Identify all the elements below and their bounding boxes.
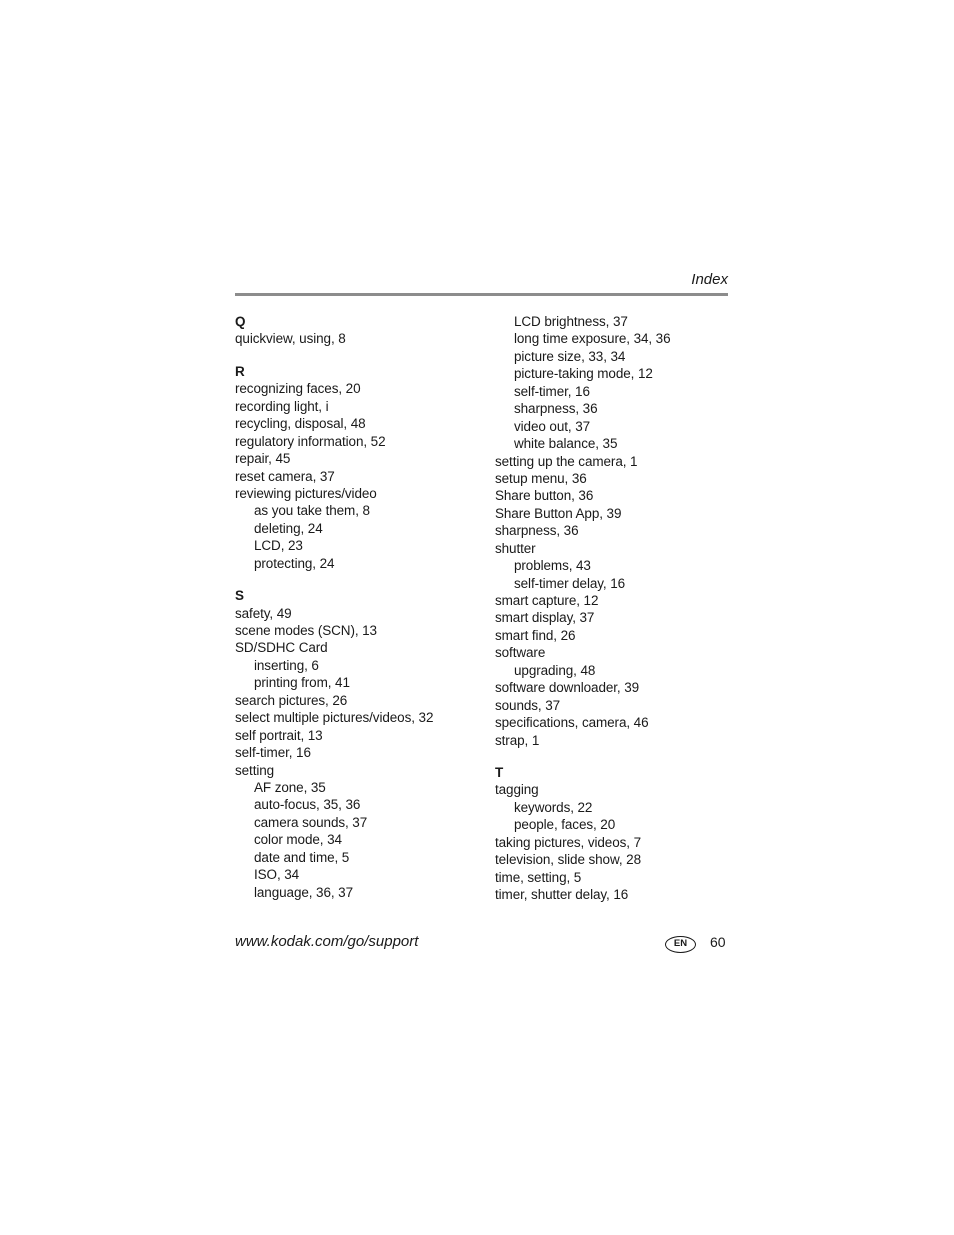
index-subentry: as you take them, 8	[254, 503, 370, 519]
index-subentry: white balance, 35	[514, 436, 618, 452]
index-entry: smart capture, 12	[495, 593, 599, 608]
section-gap	[235, 572, 475, 587]
index-letter-heading: T	[495, 764, 504, 780]
index-entry: recognizing faces, 20	[235, 381, 361, 397]
section-gap	[235, 348, 475, 363]
index-entry: software downloader, 39	[495, 680, 640, 696]
support-url: www.kodak.com/go/support	[235, 933, 419, 950]
index-entry: timer, shutter delay, 16	[495, 887, 629, 902]
section-gap	[495, 749, 735, 764]
index-entry: setting	[235, 762, 275, 778]
index-subentry: language, 36, 37	[254, 884, 353, 900]
index-subentry: date and time, 5	[254, 849, 350, 865]
index-entry: shutter	[495, 540, 536, 556]
index-entry: regulatory information, 52	[235, 433, 386, 449]
index-entry: sharpness, 36	[495, 523, 579, 539]
index-entry: Share button, 36	[495, 488, 594, 504]
page-number: 60	[710, 934, 726, 950]
index-subentry: protecting, 24	[254, 555, 335, 571]
index-subentry: upgrading, 48	[514, 662, 596, 678]
index-letter-heading: S	[235, 588, 244, 604]
index-entry: sounds, 37	[495, 697, 561, 713]
index-entry: repair, 45	[235, 451, 291, 467]
index-entry: self portrait, 13	[235, 727, 323, 743]
index-subentry: ISO, 34	[254, 867, 300, 883]
index-subentry: picture size, 33, 34	[514, 348, 626, 364]
index-subentry: self-timer delay, 16	[514, 575, 626, 591]
index-entry: recording light, i	[235, 398, 329, 414]
index-entry: SD/SDHC Card	[235, 640, 328, 656]
index-entry: quickview, using, 8	[235, 331, 346, 347]
index-entry: specifications, camera, 46	[495, 715, 649, 731]
index-subentry: long time exposure, 34, 36	[514, 331, 671, 347]
index-entry: setup menu, 36	[495, 470, 587, 486]
index-letter-heading: Q	[235, 314, 246, 329]
index-letter-heading: R	[235, 363, 245, 379]
index-subentry: printing from, 41	[254, 675, 350, 691]
index-subentry: people, faces, 20	[514, 817, 616, 833]
index-column-right	[495, 313, 735, 903]
index-entry: time, setting, 5	[495, 869, 582, 885]
index-entry: self-timer, 16	[235, 745, 311, 761]
index-entry: scene modes (SCN), 13	[235, 623, 377, 638]
index-subentry: video out, 37	[514, 418, 591, 434]
index-entry: setting up the camera, 1	[495, 453, 638, 469]
index-subentry: picture-taking mode, 12	[514, 366, 653, 382]
index-entry: smart display, 37	[495, 610, 595, 626]
index-subentry: self-timer, 16	[514, 383, 590, 399]
index-subentry: sharpness, 36	[514, 401, 598, 417]
language-badge: EN	[665, 936, 696, 953]
index-entry: recycling, disposal, 48	[235, 416, 366, 432]
index-entry: Share Button App, 39	[495, 505, 622, 521]
index-entry: television, slide show, 28	[495, 852, 641, 868]
index-subentry: LCD brightness, 37	[514, 314, 628, 329]
index-entry: reviewing pictures/video	[235, 485, 377, 501]
index-subentry: deleting, 24	[254, 520, 323, 536]
header-rule	[235, 293, 728, 296]
index-entry: safety, 49	[235, 605, 292, 621]
index-subentry: AF zone, 35	[254, 779, 326, 795]
index-subentry: auto-focus, 35, 36	[254, 797, 361, 813]
index-entry: smart find, 26	[495, 627, 576, 643]
index-subentry: camera sounds, 37	[254, 814, 368, 830]
index-entry: tagging	[495, 782, 539, 798]
index-entry: taking pictures, videos, 7	[495, 834, 641, 850]
index-subentry: LCD, 23	[254, 538, 303, 554]
index-entry: reset camera, 37	[235, 468, 335, 484]
index-column-left	[235, 313, 475, 901]
index-entry: search pictures, 26	[235, 692, 348, 708]
index-subentry: problems, 43	[514, 558, 591, 574]
index-subentry: inserting, 6	[254, 657, 319, 673]
index-subentry: color mode, 34	[254, 832, 342, 848]
index-entry: strap, 1	[495, 732, 540, 748]
page-header-title: Index	[691, 271, 728, 288]
index-entry: select multiple pictures/videos, 32	[235, 710, 434, 726]
index-entry: software	[495, 645, 546, 661]
index-subentry: keywords, 22	[514, 799, 593, 815]
